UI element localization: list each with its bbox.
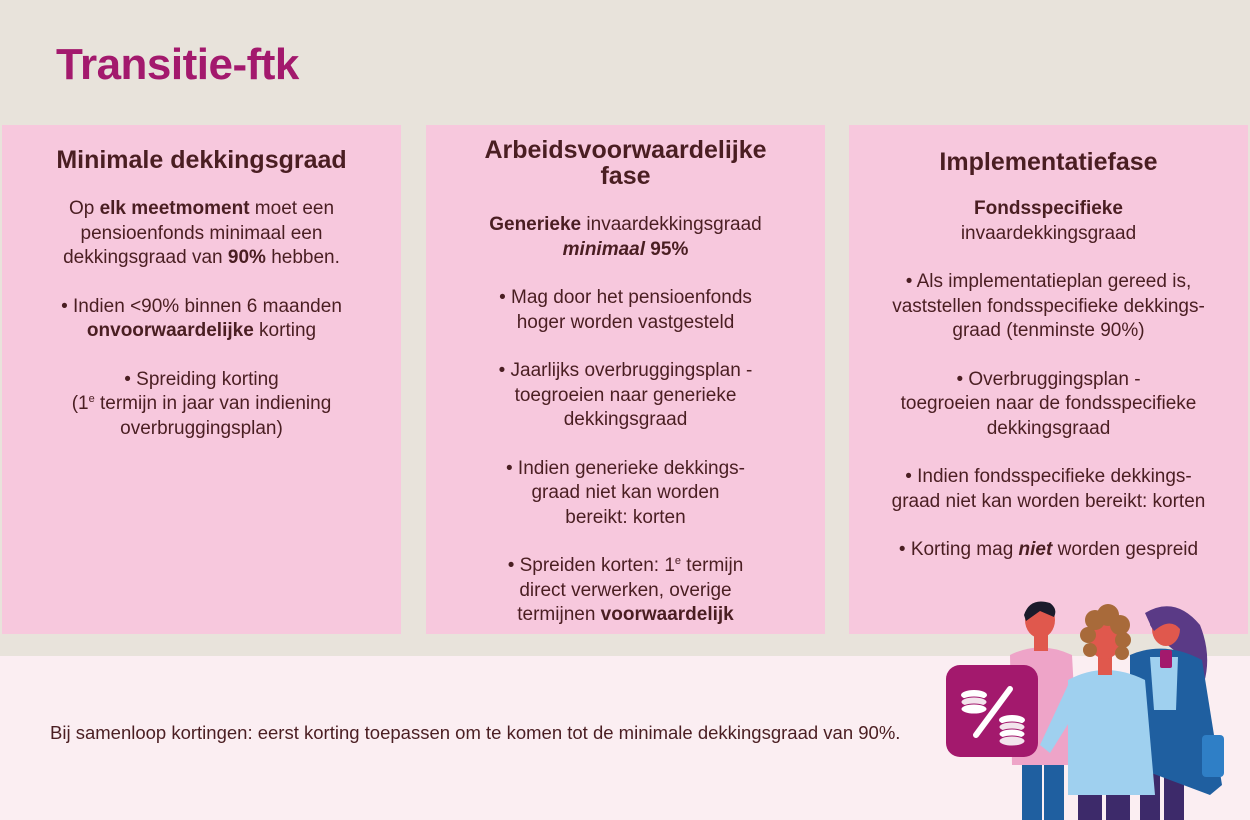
text-run: Op bbox=[68, 198, 100, 219]
text-run: • Spreiding korting bbox=[124, 368, 279, 390]
text-run: e bbox=[674, 555, 682, 567]
text-run: • Korting mag bbox=[898, 539, 1019, 560]
text-run: vaststellen fondsspecifieke dekkings- bbox=[892, 295, 1205, 317]
text-run: graad niet kan worden bbox=[531, 482, 720, 503]
text-run: bereikt: korten bbox=[565, 506, 686, 528]
text-run: • Overbruggingsplan - bbox=[956, 368, 1141, 390]
text-run: toegroeien naar de fondsspecifieke bbox=[900, 393, 1197, 414]
panel-heading bbox=[426, 137, 825, 189]
text-run: 90% bbox=[227, 247, 266, 268]
text-run: e bbox=[88, 393, 95, 405]
panel-paragraph bbox=[861, 197, 1236, 246]
text-run: dekkingsgraad van bbox=[63, 247, 228, 268]
text-run: elk meetmoment bbox=[99, 198, 250, 219]
text-run: • Indien <90% binnen 6 maanden bbox=[61, 295, 342, 317]
footnote: Bij samenloop kortingen: eerst korting toepassen om te komen tot de minimale dekkingsgraad van 90%. bbox=[50, 722, 901, 743]
panel-heading-line: fase bbox=[600, 162, 651, 190]
text-run: termijn bbox=[681, 555, 744, 576]
text-run: Generieke bbox=[489, 214, 582, 235]
text-run: graad (tenminste 90%) bbox=[952, 320, 1145, 341]
panel-body bbox=[426, 213, 825, 628]
text-run: • Als implementatieplan gereed is, bbox=[905, 271, 1192, 292]
text-run: moet een bbox=[249, 198, 335, 219]
text-run: invaardekkingsgraad bbox=[581, 214, 762, 235]
panel-paragraph bbox=[861, 465, 1236, 514]
text-run: dekkingsgraad bbox=[986, 417, 1111, 439]
coin-stack-icon bbox=[999, 715, 1025, 746]
text-run: overbruggingsplan) bbox=[120, 417, 283, 439]
text-run: niet bbox=[1018, 539, 1053, 560]
panel-paragraph bbox=[446, 554, 805, 628]
text-run: korting bbox=[253, 320, 317, 341]
text-run: toegroeien naar generieke bbox=[514, 384, 737, 406]
text-run: • Spreiden korten: 1 bbox=[507, 555, 675, 576]
text-run: (1 bbox=[71, 393, 89, 414]
panel-paragraph bbox=[861, 270, 1236, 344]
text-run: 95% bbox=[645, 238, 689, 260]
panel-paragraph bbox=[446, 457, 805, 531]
text-run: minimaal bbox=[562, 238, 646, 260]
panel-paragraph bbox=[446, 213, 805, 262]
panel-arbeidsvoorwaardelijke-fase bbox=[426, 125, 825, 634]
text-run: onvoorwaardelijke bbox=[86, 320, 254, 341]
text-run: dekkingsgraad bbox=[563, 409, 688, 430]
text-run: hoger worden vastgesteld bbox=[516, 311, 735, 333]
panel-body bbox=[849, 197, 1248, 563]
text-run: hebben. bbox=[265, 247, 340, 268]
panel-paragraph bbox=[22, 197, 381, 271]
text-run: • Mag door het pensioenfonds bbox=[499, 287, 752, 308]
panel-heading-line: Arbeidsvoorwaardelijke bbox=[484, 136, 767, 164]
text-run: pensioenfonds minimaal een bbox=[80, 222, 323, 244]
panel-paragraph bbox=[446, 359, 805, 433]
percent-badge-icon bbox=[946, 665, 1038, 757]
people-illustration bbox=[940, 595, 1240, 820]
text-run: termijn in jaar van indiening bbox=[94, 393, 332, 414]
panel-body bbox=[2, 197, 401, 441]
text-run: • Indien generieke dekkings- bbox=[505, 457, 746, 479]
text-run: voorwaardelijk bbox=[600, 604, 734, 625]
panel-heading: Minimale dekkingsgraad bbox=[56, 146, 347, 174]
panel-paragraph bbox=[22, 295, 381, 344]
text-run: Fondsspecifieke bbox=[974, 198, 1123, 219]
text-run: termijnen bbox=[517, 604, 601, 625]
panel-paragraph bbox=[861, 368, 1236, 442]
text-run: • Indien fondsspecifieke dekkings- bbox=[905, 466, 1192, 487]
text-run: worden gespreid bbox=[1052, 539, 1199, 560]
panel-heading: Implementatiefase bbox=[939, 148, 1158, 176]
panel-paragraph bbox=[22, 368, 381, 442]
panel-paragraph bbox=[861, 538, 1236, 563]
text-run: • Jaarlijks overbruggingsplan - bbox=[498, 360, 753, 381]
text-run: invaardekkingsgraad bbox=[960, 222, 1137, 244]
panel-implementatiefase bbox=[849, 125, 1248, 634]
coin-stack-icon bbox=[961, 690, 987, 714]
page-title: Transitie-ftk bbox=[56, 40, 299, 89]
panel-paragraph bbox=[446, 286, 805, 335]
text-run: graad niet kan worden bereikt: korten bbox=[891, 490, 1206, 512]
panel-minimale-dekkingsgraad bbox=[2, 125, 401, 634]
text-run: direct verwerken, overige bbox=[519, 579, 732, 601]
